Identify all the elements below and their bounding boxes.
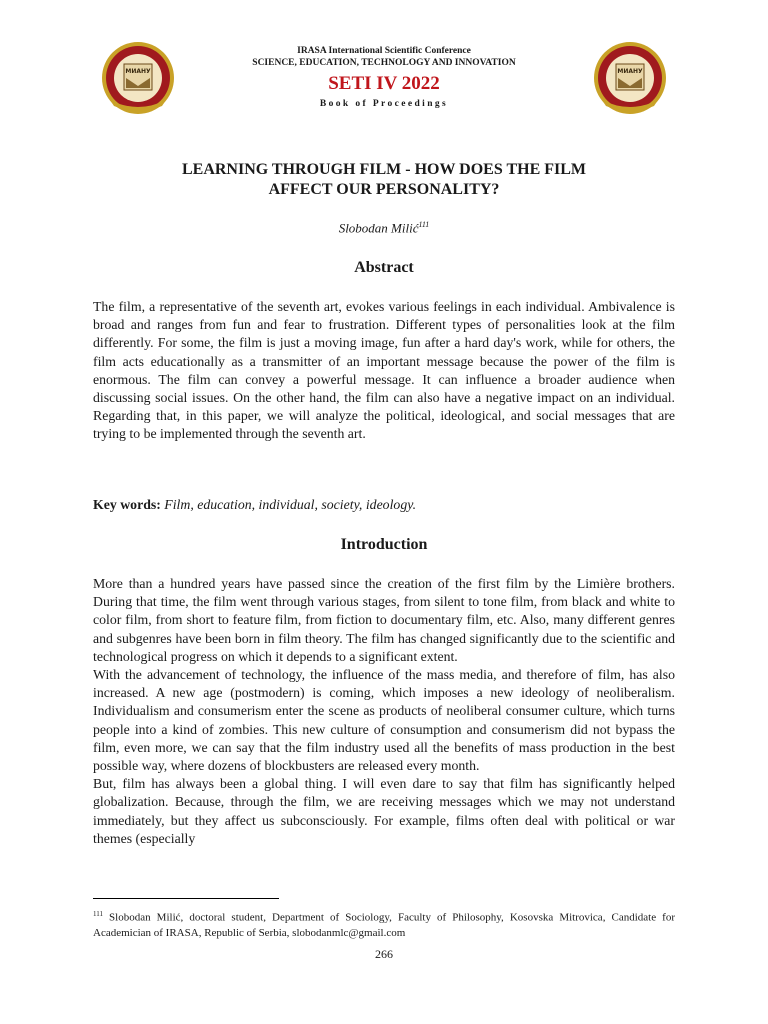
conference-name: IRASA International Scientific Conference bbox=[297, 46, 471, 56]
intro-paragraph-2: With the advancement of technology, the influence of the mass media, and therefore of film, has also increased. A new age (postmodern) is coming, which imposes a new ideology of neoliberalism. Individualism and consumerism enter the scene as products of neoliberal consumer culture, which turns people into a kind of zombies. This new culture of consumption and consumerism did not bypass the film, even more, we can say that the film industry used all the benefits of mass production in the best possible way, where dozens of blockbusters are released every month. bbox=[93, 667, 675, 774]
author bbox=[0, 220, 768, 236]
title-line-1: LEARNING THROUGH FILM - HOW DOES THE FILM bbox=[181, 161, 587, 178]
logo-text: МИАНУ bbox=[125, 68, 151, 75]
conference-subtitle: SCIENCE, EDUCATION, TECHNOLOGY AND INNOVATION bbox=[252, 58, 516, 68]
paper-title bbox=[0, 160, 768, 200]
intro-paragraph-1: More than a hundred years have passed since the creation of the first film by the Limière brothers. During that time, the film went through various stages, from silent to tone film, from black and white to color film, from short to feature film, from fiction to documentary film, etc. Also, many different genres and subgenres have been born in film theory. The film has changed significantly due to the scientific and technological progress on which it depends to a significant extent. bbox=[93, 576, 675, 664]
author-footnote-ref: 111 bbox=[418, 220, 430, 229]
irasa-logo-right bbox=[592, 40, 668, 116]
footnote-text: Slobodan Milić, doctoral student, Department of Sociology, Faculty of Philosophy, Kosovska Mitrovica, Candidate for Academician of IRASA, Republic of Serbia, slobodanmlc@gmail.com bbox=[93, 911, 675, 939]
footnote-number: 111 bbox=[93, 910, 103, 918]
footnote bbox=[93, 907, 675, 941]
abstract-heading: Abstract bbox=[354, 259, 414, 276]
event-title: SETI IV 2022 bbox=[328, 73, 440, 94]
keywords bbox=[93, 497, 675, 513]
page-number: 266 bbox=[375, 947, 393, 961]
footnote-divider bbox=[93, 898, 279, 899]
logo-text: МИАНУ bbox=[617, 68, 643, 75]
keywords-list: Film, education, individual, society, ideology. bbox=[164, 497, 417, 512]
abstract-body: The film, a representative of the seventh art, evokes various feelings in each individual. Ambivalence is broad and ranges from fun and fear to frustration. Different types of personalities look at the film differently. For some, the film is just a moving image, fun after a hard day's work, while for others, the film acts educationally as a transmitter of an important message because the power of the film is enormous. The film can convey a powerful message. It can influence a broader audience when discussing social issues. On the other hand, the film can also have a negative impact on an individual. Regarding that, in this paper, we will analyze the political, ideological, and social messages that are trying to be implemented through the seventh art. bbox=[93, 299, 675, 442]
keywords-label: Key words: bbox=[93, 497, 161, 512]
introduction-body bbox=[93, 575, 675, 848]
book-of-proceedings: Book of Proceedings bbox=[319, 99, 449, 109]
author-name: Slobodan Milić bbox=[338, 220, 419, 236]
introduction-heading: Introduction bbox=[340, 536, 428, 553]
title-line-2: AFFECT OUR PERSONALITY? bbox=[268, 181, 500, 198]
page-header bbox=[0, 0, 768, 120]
intro-paragraph-3: But, film has always been a global thing. I will even dare to say that film has significantly helped globalization. Because, through the film, we are receiving messages which we may not understand immediately, but they affect us subconsciously. For example, films often deal with political or war themes (especially bbox=[93, 776, 675, 846]
